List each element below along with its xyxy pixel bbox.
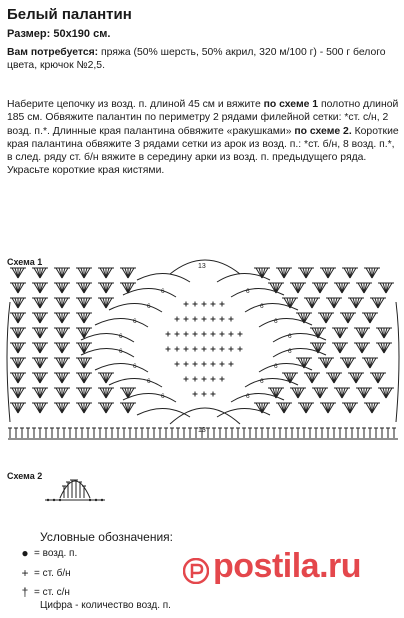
scheme-1-label: Схема 1 [7, 257, 43, 267]
dot-icon: ● [21, 546, 29, 560]
postila-logo-icon [183, 554, 209, 580]
scheme-1-chain-count: 6 [260, 303, 264, 310]
instructions-part-1: Наберите цепочку из возд. п. длиной 45 см и вяжите [7, 99, 264, 110]
scheme-1-chain-count: 6 [274, 363, 278, 370]
scheme-1-mark [7, 302, 10, 422]
plus-icon: + [21, 566, 29, 580]
scheme-1-mark [137, 408, 190, 417]
scheme-1-mark [123, 288, 176, 297]
legend-text-dc: = ст. с/н [34, 586, 70, 598]
scheme-1-top-arch-count: 13 [198, 263, 206, 270]
postila-watermark [183, 547, 361, 586]
legend-text-sc: = ст. б/н [34, 567, 71, 579]
scheme-1-chain-count: 6 [119, 333, 123, 340]
materials-label: Вам потребуется: [7, 47, 99, 58]
legend-item-dc [16, 585, 70, 599]
instructions-part-3: Короткие края палантина обвяжите 3 рядами сетки из арок из возд. п.: *ст. б/н, 8 возд. п.*, в след. ряду ст. б/н вяжите в середину арки из возд. п. предыдущего ряда. Украсьте короткие края кистями. [7, 125, 399, 177]
dagger-icon: † [21, 585, 29, 599]
scheme-1-chain-count: 6 [246, 288, 250, 295]
scheme-1-mark [170, 408, 240, 424]
scheme-1-mark [81, 348, 134, 357]
instructions-bold-2: по схеме 2. [294, 125, 352, 137]
scheme-2-label: Схема 2 [7, 471, 43, 481]
scheme-2-diagram [40, 468, 110, 508]
legend-title: Условные обозначения: [40, 530, 173, 544]
scheme-1-mark [109, 303, 162, 312]
scheme-1-chain-count: 6 [133, 318, 137, 325]
scheme-1-bottom-arch-count: 13 [198, 427, 206, 434]
scheme-1-mark [137, 273, 190, 282]
scheme-1-mark [81, 333, 134, 342]
scheme-1-chain-count: 6 [246, 393, 250, 400]
scheme-1-mark [95, 318, 148, 327]
page-title: Белый палантин [7, 6, 132, 23]
legend-note: Цифра - количество возд. п. [40, 600, 171, 611]
scheme-1-chain-count: 6 [288, 333, 292, 340]
instructions-paragraph [7, 98, 401, 178]
scheme-1-mark [396, 302, 399, 422]
scheme-1-chain-count: 6 [147, 378, 151, 385]
scheme-1-mark [109, 378, 162, 387]
instructions-bold-1: по схеме 1 [263, 99, 319, 110]
materials-text: пряжа (50% шерсть, 50% акрил, 320 м/100 г) - 500 г белого цвета, крючок №2,5. [7, 47, 386, 72]
scheme-1-chain-count: 6 [147, 303, 151, 310]
size-line: Размер: 50x190 см. [7, 28, 111, 40]
materials-paragraph [7, 46, 401, 73]
scheme-1-chain-count: 6 [133, 363, 137, 370]
scheme-1-chain-count: 6 [274, 318, 278, 325]
scheme-1-chain-count: 6 [161, 393, 165, 400]
watermark-text: postila.ru [213, 547, 362, 585]
legend-text-chain: = возд. п. [34, 547, 78, 559]
scheme-1-chain-count: 6 [161, 288, 165, 295]
scheme-1-mark [123, 393, 176, 402]
scheme-1-chain-count: 6 [119, 348, 123, 355]
instructions-part-2: полотно длиной 185 см. Обвяжите палантин по периметру 2 рядами филейной сетки: *ст. с/н, 2 возд. п.*. Длинные края палантина обвяжите «ракушками» [7, 99, 399, 137]
legend-item-chain [16, 546, 77, 560]
scheme-1-chain-count: 6 [288, 348, 292, 355]
scheme-1-diagram [0, 252, 404, 442]
scheme-1-mark [95, 363, 148, 372]
scheme-1-chain-count: 6 [260, 378, 264, 385]
legend-item-sc [16, 566, 71, 580]
